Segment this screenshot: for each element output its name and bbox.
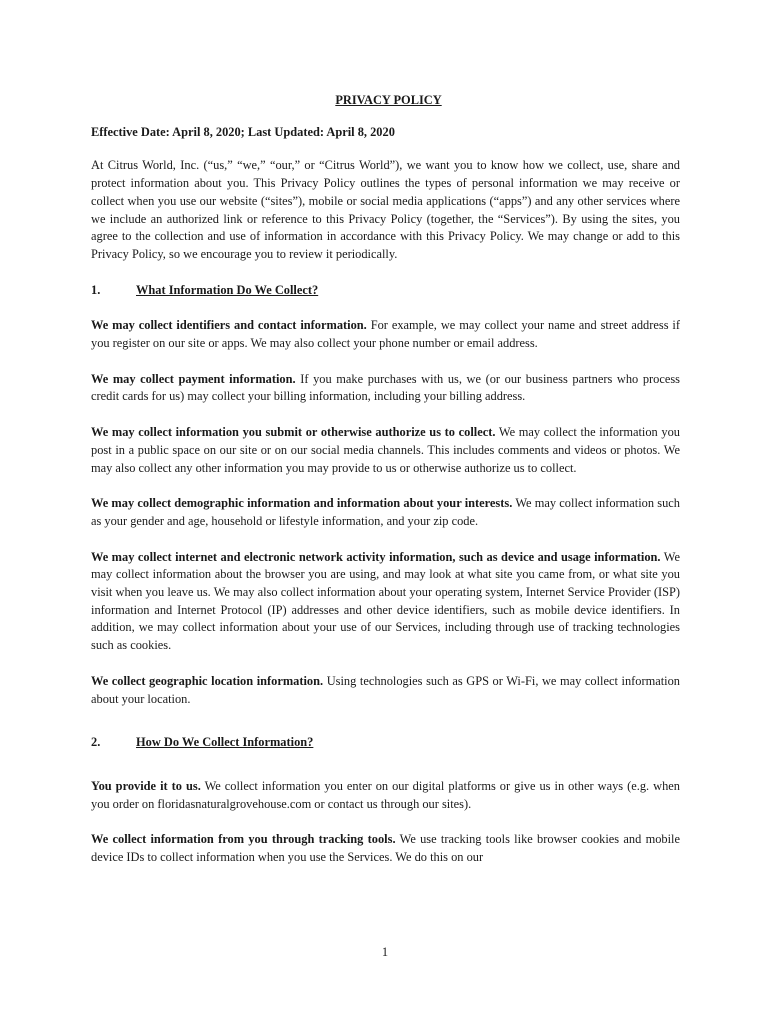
paragraph-lead: We may collect demographic information and information about your interests. (91, 496, 513, 511)
paragraph-submitted-info (91, 424, 680, 477)
paragraph-payment (91, 371, 680, 406)
paragraph-network-activity (91, 549, 680, 655)
intro-paragraph: At Citrus World, Inc. (“us,” “we,” “our,” or “Citrus World”), we want you to know how we collect, use, share and protect information about you. This Privacy Policy outlines the types of personal information we may receive or collect when you use our website (“sites”), mobile or social media applications (“apps”) and any other services where we include an authorized link or reference to this Privacy Policy (together, the “Services”). By using the sites, you agree to the collection and use of information in accordance with this Privacy Policy. We may change or add to this Privacy Policy, so we encourage you to review it periodically. (91, 158, 680, 261)
paragraph-geolocation (91, 673, 680, 708)
section-heading-1 (91, 282, 680, 300)
paragraph-you-provide (91, 778, 680, 813)
paragraph-lead: You provide it to us. (91, 778, 201, 793)
paragraph-lead: We may collect internet and electronic network activity information, such as device and usage information. (91, 549, 661, 564)
section-heading-2 (91, 734, 680, 752)
section-number: 2. (91, 735, 101, 750)
paragraph-identifiers (91, 317, 680, 352)
document-page (91, 92, 680, 885)
paragraph-lead: We collect geographic location information. (91, 673, 324, 688)
paragraph-body: We may collect information such as your gender and age, household or lifestyle information, and your zip code. (91, 496, 681, 528)
effective-date-line: Effective Date: April 8, 2020; Last Updated: April 8, 2020 (91, 124, 395, 139)
paragraph-body: If you make purchases with us, we (or our business partners who process credit cards for us) may collect your billing information, including your billing address. (91, 371, 681, 404)
paragraph-lead: We may collect identifiers and contact information. (91, 318, 367, 333)
paragraph-body: We use tracking tools like browser cookies and mobile device IDs to collect information when you use the Services. We do this on our (91, 832, 680, 865)
paragraph-lead: We may collect payment information. (91, 371, 296, 386)
page-number: 1 (381, 945, 389, 959)
paragraph-body: For example, we may collect your name and street address if you register on our site or apps. We may also collect your phone number or email address. (91, 318, 681, 351)
paragraph-tracking-tools (91, 831, 680, 866)
section-title: What Information Do We Collect? (136, 282, 319, 297)
paragraph-body: We collect information you enter on our digital platforms or give us in other ways (e.g. when you order on floridasnaturalgrovehouse.com or contact us through our sites). (91, 778, 680, 811)
paragraph-lead: We may collect information you submit or otherwise authorize us to collect. (91, 425, 496, 440)
page-title: PRIVACY POLICY (335, 93, 442, 107)
section-title: How Do We Collect Information? (136, 735, 314, 750)
paragraph-body: Using technologies such as GPS or Wi-Fi, we may collect information about your location. (91, 673, 681, 706)
paragraph-demographic (91, 495, 680, 530)
paragraph-body: We may collect the information you post in a public space on our site or on our social media channels. This includes comments and videos or photos. We may also collect any other information you may provide to us or otherwise authorize us to collect. (91, 425, 681, 475)
paragraph-body: We may collect information about the browser you are using, and may look at what site you came from, or what site you visit when you leave us. We may also collect information about your operating system, Internet Service Provider (ISP) information and Internet Protocol (IP) addresses and other device identifiers, such as mobile device identifiers. In addition, we may collect information about your use of our Services, including through use of tracking technologies such as cookies. (91, 549, 681, 653)
paragraph-lead: We collect information from you through tracking tools. (91, 832, 396, 847)
section-number: 1. (91, 282, 101, 297)
